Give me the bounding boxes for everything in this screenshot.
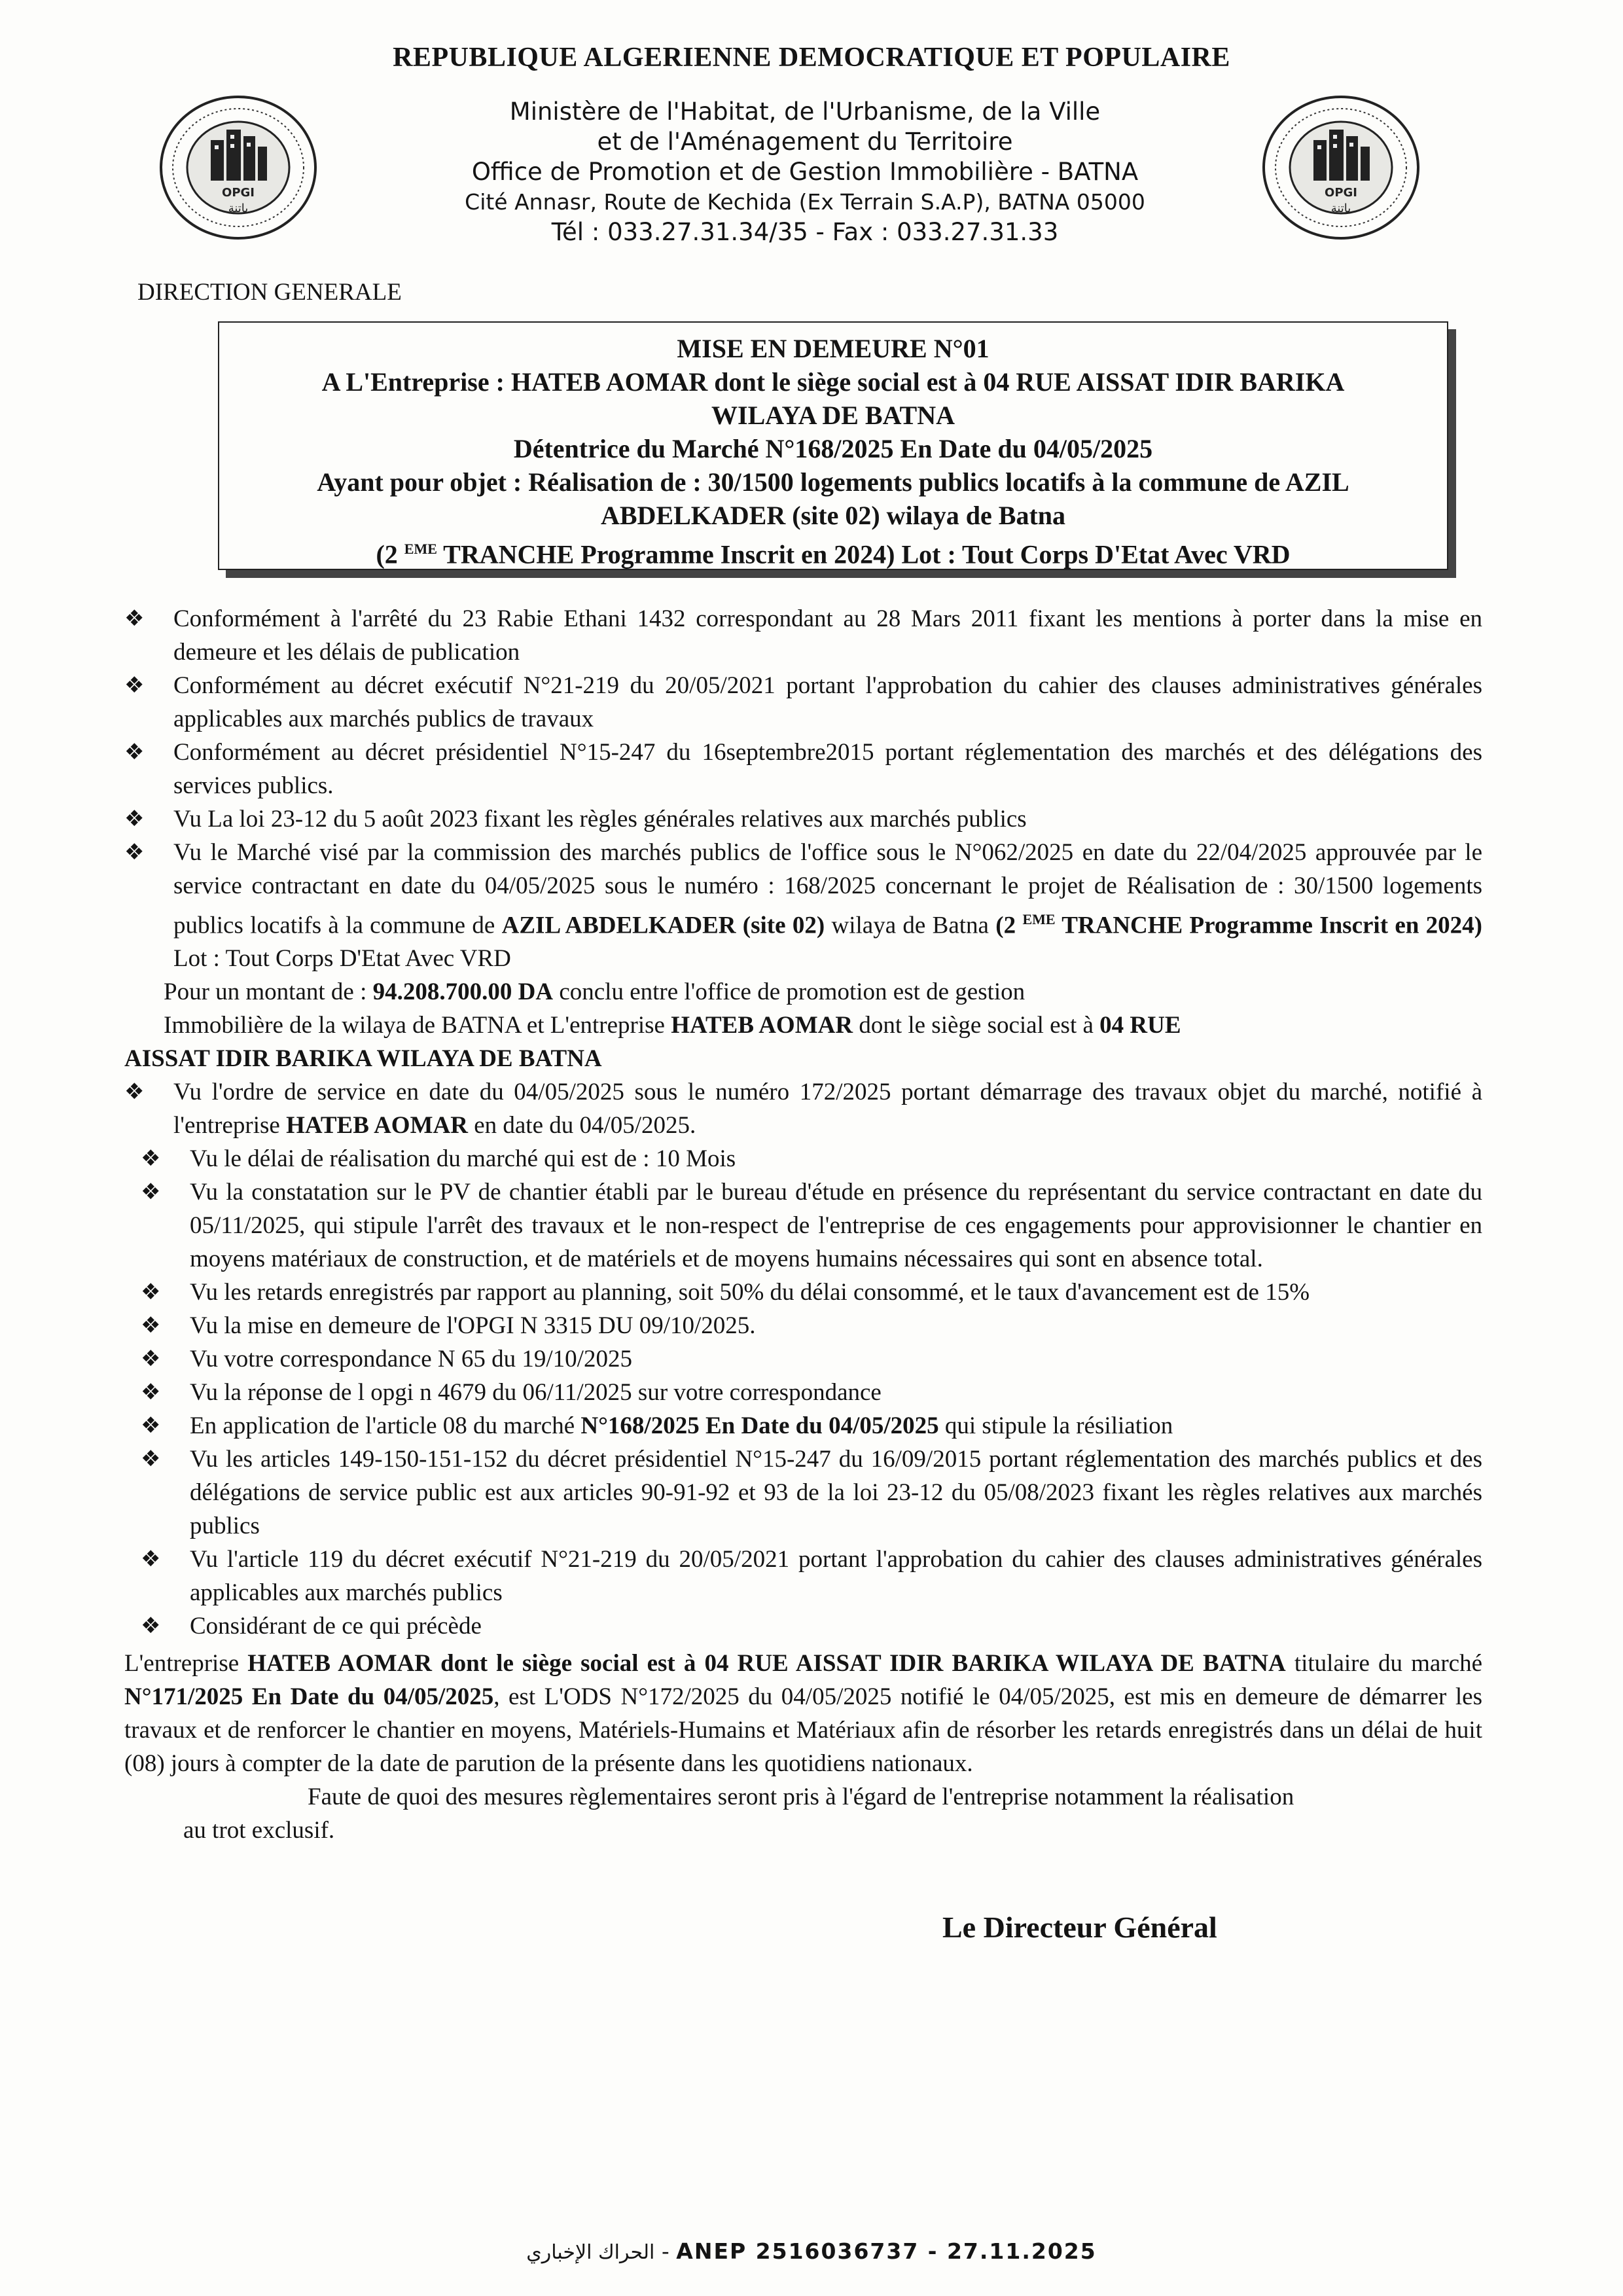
diamond-bullet-icon: ❖ xyxy=(141,1613,161,1640)
list-item: ❖ Considérant de ce qui précède xyxy=(124,1609,1482,1643)
consequence-line-1: Faute de quoi des mesures règlementaires seront pris à l'égard de l'entreprise notamment la réalisation xyxy=(308,1784,1294,1811)
diamond-bullet-icon: ❖ xyxy=(141,1546,161,1573)
list-item: ❖ Vu l'ordre de service en date du 04/05/2025 sous le numéro 172/2025 portant démarrage des travaux objet du marché, notifié à l'entreprise HATEB AOMAR en date du 04/05/2025. xyxy=(124,1075,1482,1142)
office-contact: Tél : 033.27.31.34/35 - Fax : 033.27.31.33 xyxy=(551,218,1059,246)
svg-text:باتنة: باتنة xyxy=(1330,202,1351,215)
newspaper-name: الحراك الإخباري xyxy=(526,2241,655,2264)
svg-text:OPGI: OPGI xyxy=(222,186,255,200)
office-address: Cité Annasr, Route de Kechida (Ex Terrain S.A.P), BATNA 05000 xyxy=(465,189,1145,215)
diamond-bullet-icon: ❖ xyxy=(124,806,145,832)
list-item: ❖ Conformément à l'arrêté du 23 Rabie Ethani 1432 correspondant au 28 Mars 2011 fixant les mentions à porter dans la mise en demeure et les délais de publication xyxy=(124,602,1482,669)
list-item: ❖ Vu le délai de réalisation du marché qui est de : 10 Mois xyxy=(124,1142,1482,1175)
list-item: ❖ En application de l'article 08 du marché N°168/2025 En Date du 04/05/2025 qui stipule la résiliation xyxy=(124,1409,1482,1443)
document-body xyxy=(124,602,1482,1847)
amount-parties: Immobilière de la wilaya de BATNA et L'entreprise HATEB AOMAR dont le siège social est à 04 RUE xyxy=(164,1012,1181,1039)
diamond-bullet-icon: ❖ xyxy=(141,1346,161,1372)
diamond-bullet-icon: ❖ xyxy=(124,605,145,632)
diamond-bullet-icon: ❖ xyxy=(124,1079,145,1105)
header-title: REPUBLIQUE ALGERIENNE DEMOCRATIQUE ET POPULAIRE xyxy=(393,43,1230,73)
notice-title: MISE EN DEMEURE N°01 xyxy=(677,334,990,363)
list-item: ❖ Vu l'article 119 du décret exécutif N°21-219 du 20/05/2021 portant l'approbation du cahier des clauses administratives générales applicables aux marchés publics xyxy=(124,1543,1482,1609)
list-item: ❖ Vu les articles 149-150-151-152 du décret présidentiel N°15-247 du 16/09/2015 portant réglementation des marchés publics et des délégations de service public est aux articles 90-91-92 et 93 de la loi 23-12 du 05/08/2023 fixant les règles relatives aux marchés publics xyxy=(124,1443,1482,1543)
notice-market: Détentrice du Marché N°168/2025 En Date du 04/05/2025 xyxy=(513,434,1153,463)
list-item: ❖ Vu les retards enregistrés par rapport au planning, soit 50% du délai consommé, et le taux d'avancement est de 15% xyxy=(124,1276,1482,1309)
direction-label: DIRECTION GENERALE xyxy=(137,279,402,306)
notice-object: Ayant pour objet : Réalisation de : 30/1500 logements publics locatifs à la commune de AZIL xyxy=(317,467,1349,497)
anep-reference: ANEP 2516036737 - 27.11.2025 xyxy=(676,2238,1097,2264)
ministry-line-1: Ministère de l'Habitat, de l'Urbanisme, de la Ville xyxy=(509,98,1101,126)
notice-company: A L'Entreprise : HATEB AOMAR dont le siège social est à 04 RUE AISSAT IDIR BARIKA xyxy=(321,367,1345,397)
notice-tranche: (2 $^{EME}$ TRANCHE Programme Inscrit en 2024) Lot : Tout Corps D'Etat Avec VRD xyxy=(376,539,1291,569)
list-item: ❖ Vu La loi 23-12 du 5 août 2023 fixant les règles générales relatives aux marchés publics xyxy=(124,802,1482,836)
notice-box xyxy=(218,321,1448,570)
office-name: Office de Promotion et de Gestion Immobilière - BATNA xyxy=(471,158,1139,186)
opgi-logo-left xyxy=(157,92,319,243)
list-item: ❖ Conformément au décret exécutif N°21-219 du 20/05/2021 portant l'approbation du cahier des clauses administratives générales applicables aux marchés publics de travaux xyxy=(124,669,1482,736)
opgi-seal-icon xyxy=(157,92,319,243)
list-item: ❖ Conformément au décret présidentiel N°15-247 du 16septembre2015 portant réglementation des marchés et des délégations des services publics. xyxy=(124,736,1482,802)
diamond-bullet-icon: ❖ xyxy=(124,672,145,698)
diamond-bullet-icon: ❖ xyxy=(124,739,145,765)
signature-title: Le Directeur Général xyxy=(942,1910,1217,1944)
diamond-bullet-icon: ❖ xyxy=(141,1312,161,1339)
notice-wilaya: WILAYA DE BATNA xyxy=(711,401,955,430)
list-item: ❖ Vu le Marché visé par la commission des marchés publics de l'office sous le N°062/2025 en date du 22/04/2025 approuvée par le service contractant en date du 04/05/2025 sous le numéro : 168/2025 concernant le projet de Réalisation de : 30/1500 logements publics locatifs à la commune de AZIL ABDELKADER (site 02) wilaya de Batna (2 $^{EME}$ TRANCHE Programme Inscrit en 2024) Lot : Tout Corps D'Etat Avec VRD xyxy=(124,836,1482,975)
list-item: ❖ Vu la constatation sur le PV de chantier établi par le bureau d'étude en présence du représentant du service contractant en date du 05/11/2025, qui stipule l'arrêt des travaux et le non-respect de l'entreprise de ces engagements pour approvisionner le chantier en moyens matériaux de construction, et de matériels et de moyens humains nécessaires qui sont en absence total. xyxy=(124,1175,1482,1276)
list-item: ❖ Vu la réponse de l opgi n 4679 du 06/11/2025 sur votre correspondance xyxy=(124,1376,1482,1409)
diamond-bullet-icon: ❖ xyxy=(141,1379,161,1406)
consequence-line-2: au trot exclusif. xyxy=(183,1817,335,1844)
header-block xyxy=(314,97,1296,247)
diamond-bullet-icon: ❖ xyxy=(141,1446,161,1473)
svg-text:OPGI: OPGI xyxy=(1325,186,1357,200)
amount-line: Pour un montant de : 94.208.700.00 DA conclu entre l'office de promotion est de gestion xyxy=(164,978,1026,1006)
diamond-bullet-icon: ❖ xyxy=(124,839,145,865)
amount-address: AISSAT IDIR BARIKA WILAYA DE BATNA xyxy=(124,1045,602,1073)
ministry-line-2: et de l'Aménagement du Territoire xyxy=(597,128,1013,156)
diamond-bullet-icon: ❖ xyxy=(141,1412,161,1439)
svg-text:باتنة: باتنة xyxy=(228,202,249,215)
list-item: ❖ Vu la mise en demeure de l'OPGI N 3315 DU 09/10/2025. xyxy=(124,1309,1482,1342)
publication-footer: الحراك الإخباري - ANEP 2516036737 - 27.11.2025 xyxy=(526,2238,1097,2264)
notice-site: ABDELKADER (site 02) wilaya de Batna xyxy=(600,501,1066,530)
diamond-bullet-icon: ❖ xyxy=(141,1279,161,1306)
conclusion-paragraph: L'entreprise HATEB AOMAR dont le siège social est à 04 RUE AISSAT IDIR BARIKA WILAYA DE BATNA titulaire du marché N°171/2025 En Date du 04/05/2025, est L'ODS N°172/2025 du 04/05/2025 notifié le 04/05/2025, est mis en demeure de démarrer les travaux et de renforcer le chantier en moyens, Matériels-Humains et Matériaux afin de résorber les retards enregistrés dans un délai de huit (08) jours à compter de la date de parution de la présente dans les quotidiens nationaux. xyxy=(124,1650,1483,1778)
list-item: ❖ Vu votre correspondance N 65 du 19/10/2025 xyxy=(124,1342,1482,1376)
diamond-bullet-icon: ❖ xyxy=(141,1145,161,1172)
diamond-bullet-icon: ❖ xyxy=(141,1179,161,1206)
